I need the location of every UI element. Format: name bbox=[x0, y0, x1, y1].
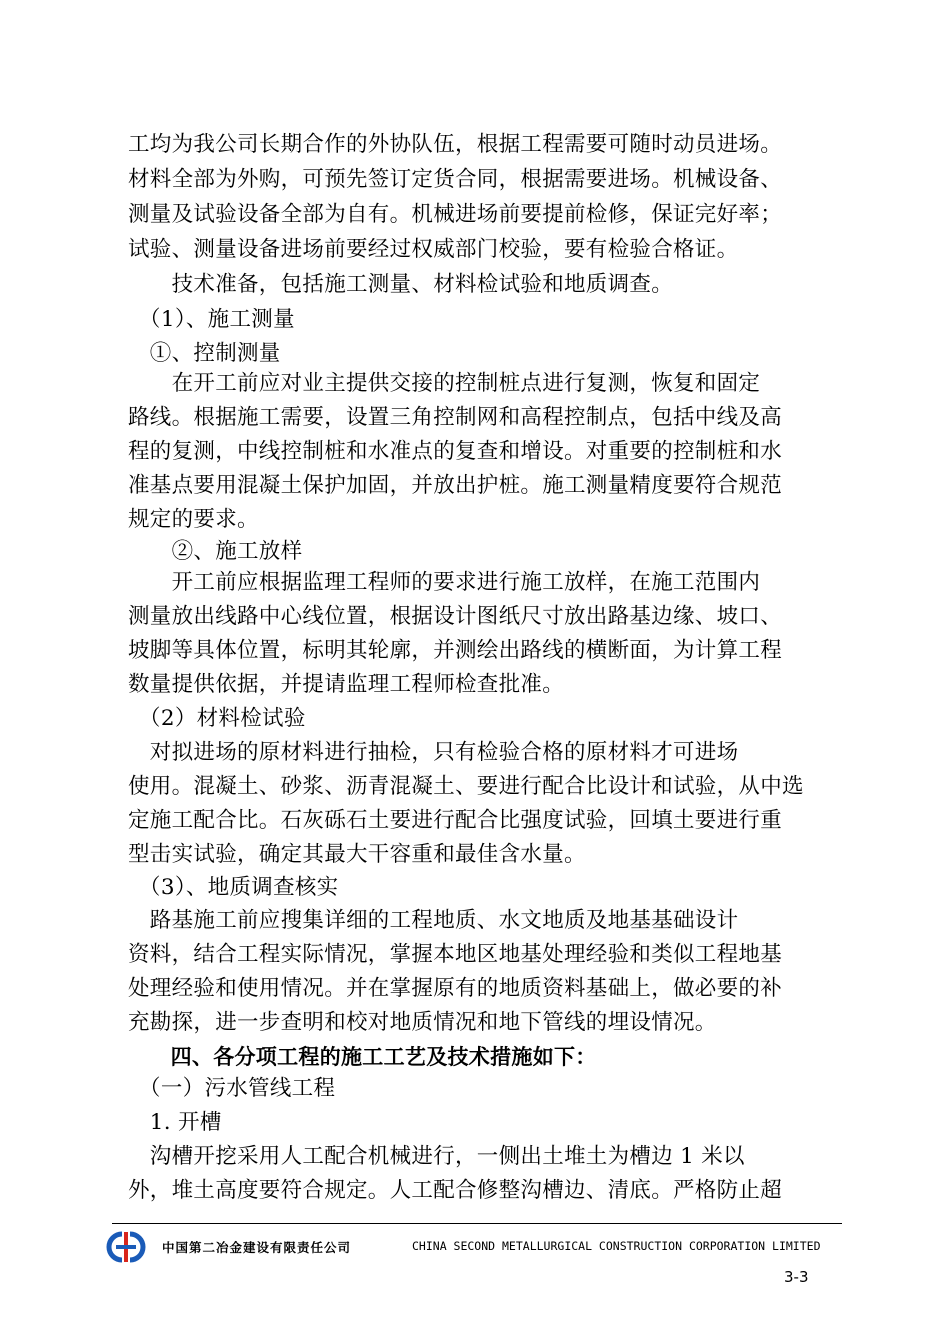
body-line: 对拟进场的原材料进行抽检，只有检验合格的原材料才可进场 bbox=[128, 740, 739, 765]
section-heading: （一）污水管线工程 bbox=[128, 1076, 336, 1101]
body-line: 开工前应根据监理工程师的要求进行施工放样，在施工范围内 bbox=[128, 570, 761, 595]
subsection-heading: ②、施工放样 bbox=[128, 539, 303, 564]
body-line: 处理经验和使用情况。并在掌握原有的地质资料基础上，做必要的补 bbox=[128, 976, 783, 1001]
body-line: 使用。混凝土、砂浆、沥青混凝土、要进行配合比设计和试验，从中选 bbox=[128, 774, 804, 799]
body-line: 定施工配合比。石灰砾石土要进行配合比强度试验，回填土要进行重 bbox=[128, 808, 783, 833]
footer-company-en: CHINA SECOND METALLURGICAL CONSTRUCTION CORPORATION LIMITED bbox=[412, 1239, 821, 1253]
section-heading: （2）材料检试验 bbox=[128, 706, 306, 731]
body-line: 在开工前应对业主提供交接的控制桩点进行复测，恢复和固定 bbox=[128, 371, 761, 396]
body-line: 技术准备，包括施工测量、材料检试验和地质调查。 bbox=[128, 272, 674, 297]
subsection-heading: 1. 开槽 bbox=[128, 1110, 222, 1135]
body-line: 材料全部为外购，可预先签订定货合同，根据需要进场。机械设备、 bbox=[128, 167, 783, 192]
body-line: 数量提供依据，并提请监理工程师检查批准。 bbox=[128, 672, 565, 697]
section-heading: （1）、施工测量 bbox=[128, 307, 295, 332]
body-line: 沟槽开挖采用人工配合机械进行，一侧出土堆土为槽边 1 米以 bbox=[128, 1144, 745, 1169]
body-line: 试验、测量设备进场前要经过权威部门校验，要有检验合格证。 bbox=[128, 237, 739, 262]
body-line: 坡脚等具体位置，标明其轮廓，并测绘出路线的横断面，为计算工程 bbox=[128, 638, 783, 663]
chapter-heading: 四、各分项工程的施工工艺及技术措施如下： bbox=[128, 1045, 597, 1069]
body-line: 充勘探，进一步查明和校对地质情况和地下管线的埋设情况。 bbox=[128, 1010, 717, 1035]
body-line: 测量放出线路中心线位置，根据设计图纸尺寸放出路基边缘、坡口、 bbox=[128, 604, 783, 629]
footer-company-cn: 中国第二冶金建设有限责任公司 bbox=[162, 1240, 352, 1255]
section-heading: （3）、地质调查核实 bbox=[128, 875, 339, 900]
body-line: 工均为我公司长期合作的外协队伍，根据工程需要可随时动员进场。 bbox=[128, 132, 783, 157]
body-line: 路线。根据施工需要，设置三角控制网和高程控制点，包括中线及高 bbox=[128, 405, 783, 430]
body-line: 准基点要用混凝土保护加固，并放出护桩。施工测量精度要符合规范 bbox=[128, 473, 783, 498]
body-line: 规定的要求。 bbox=[128, 507, 259, 532]
company-logo-icon bbox=[106, 1230, 146, 1264]
footer-divider bbox=[112, 1223, 842, 1224]
body-line: 程的复测，中线控制桩和水准点的复查和增设。对重要的控制桩和水 bbox=[128, 439, 783, 464]
subsection-heading: ①、控制测量 bbox=[128, 341, 281, 366]
body-line: 路基施工前应搜集详细的工程地质、水文地质及地基基础设计 bbox=[128, 908, 739, 933]
body-line: 资料，结合工程实际情况，掌握本地区地基处理经验和类似工程地基 bbox=[128, 942, 783, 967]
body-line: 外，堆土高度要符合规定。人工配合修整沟槽边、清底。严格防止超 bbox=[128, 1178, 783, 1203]
page-number: 3-3 bbox=[784, 1268, 809, 1286]
body-line: 型击实试验，确定其最大干容重和最佳含水量。 bbox=[128, 842, 586, 867]
body-line: 测量及试验设备全部为自有。机械进场前要提前检修，保证完好率； bbox=[128, 202, 783, 227]
